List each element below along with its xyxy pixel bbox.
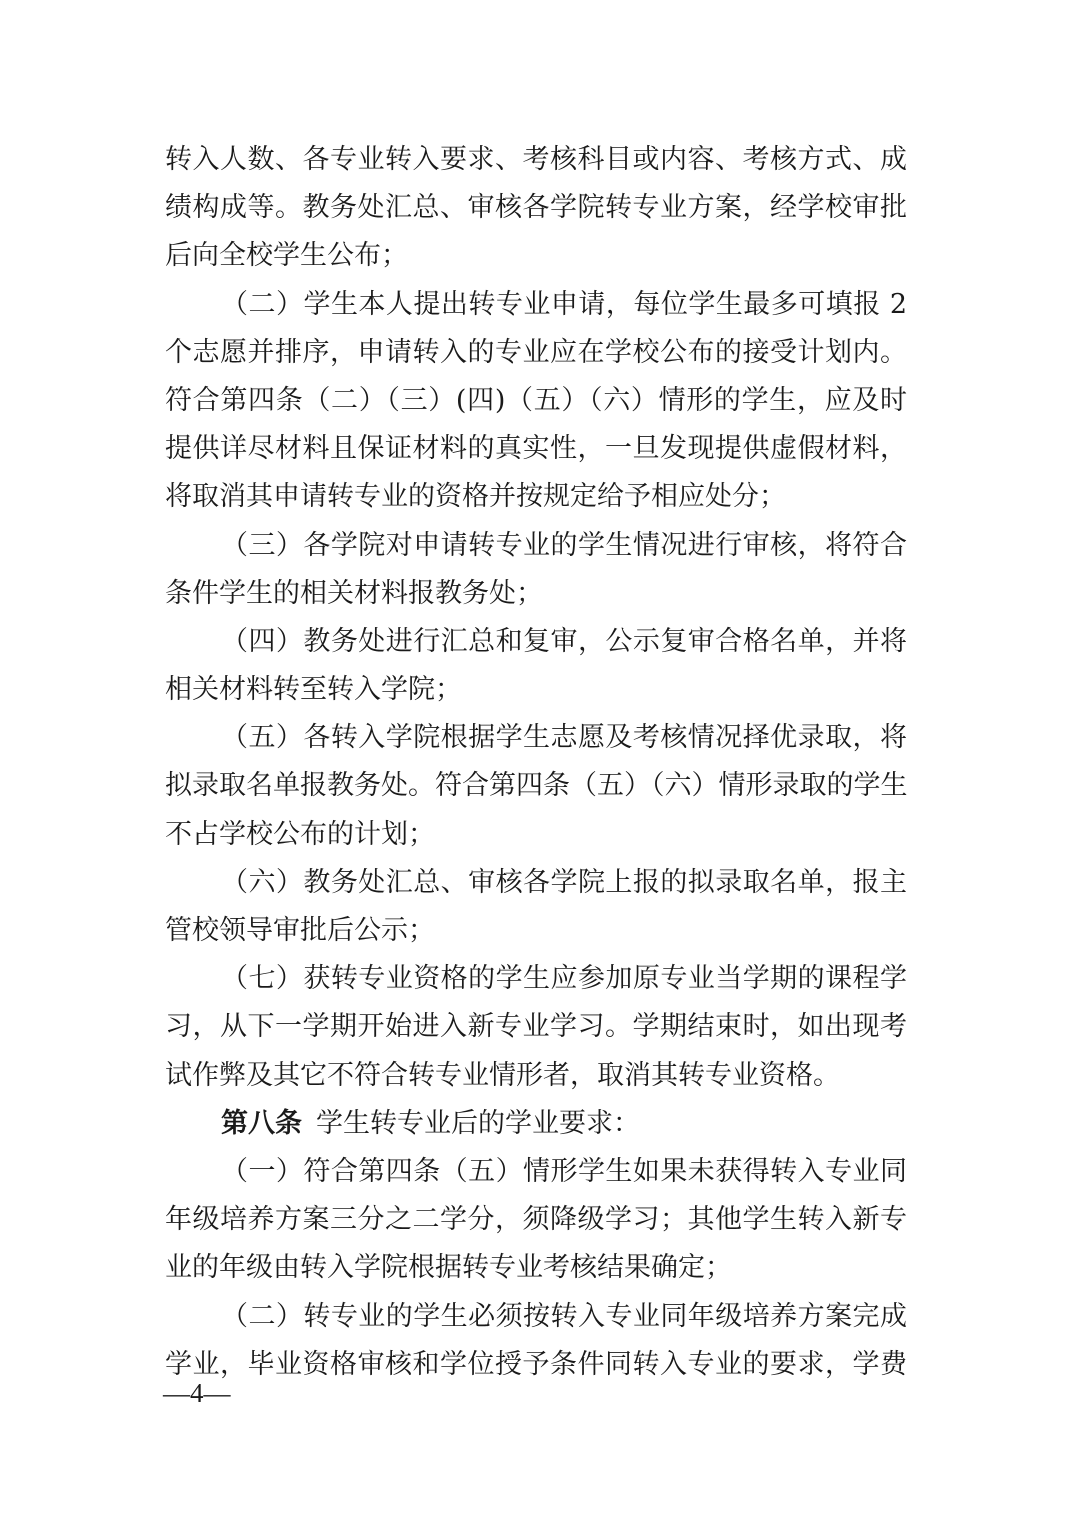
line-text: 管校领导审批后公示；: [165, 915, 435, 946]
line-text: 个志愿并排序，申请转入的专业应在学校公布的接受计划内。: [165, 336, 907, 368]
line-text: 学业，毕业资格审核和学位授予条件同转入专业的要求，学费: [165, 1348, 907, 1380]
line-text: 学生转专业后的学业要求：: [316, 1107, 640, 1139]
article-line: [165, 1100, 907, 1148]
text-line: [165, 955, 907, 1003]
line-text: 转入人数、各专业转入要求、考核科目或内容、考核方式、成: [165, 144, 907, 175]
text-line: [165, 907, 907, 955]
text-line: [165, 1244, 907, 1292]
text-line: [165, 522, 907, 570]
page-number: —4—: [163, 1378, 231, 1408]
line-text: 符合第四条（二）（三）(四)（五）（六）情形的学生，应及时: [165, 384, 907, 416]
text-line: [165, 473, 907, 521]
line-text: （六）教务处汇总、审核各学院上报的拟录取名单，报主: [221, 866, 907, 898]
text-line: [165, 618, 907, 666]
article-heading: 第八条: [221, 1107, 302, 1139]
text-line: [165, 1052, 907, 1100]
line-text: （二）学生本人提出转专业申请，每位学生最多可填报 2: [221, 288, 907, 320]
document-body: [165, 136, 907, 1389]
text-line: [165, 329, 907, 377]
text-line: [165, 1341, 907, 1389]
line-text: （五）各转入学院根据学生志愿及考核情况择优录取，将: [221, 722, 907, 754]
line-text: 后向全校学生公布；: [165, 240, 408, 272]
text-line: [165, 811, 907, 859]
line-text: 绩构成等。教务处汇总、审核各学院转专业方案，经学校审批: [165, 192, 907, 224]
text-line: [165, 1293, 907, 1341]
text-line: [165, 232, 907, 280]
text-line: [165, 570, 907, 618]
line-text: 拟录取名单报教务处。符合第四条（五）（六）情形录取的学生: [165, 770, 907, 802]
text-line: [165, 1003, 907, 1051]
text-line: [165, 666, 907, 714]
text-line: [165, 377, 907, 425]
line-text: （四）教务处进行汇总和复审，公示复审合格名单，并将: [221, 625, 907, 657]
line-text: 试作弊及其它不符合转专业情形者，取消其转专业资格。: [165, 1059, 840, 1091]
line-text: 相关材料转至转入学院；: [165, 674, 462, 706]
text-line: [165, 184, 907, 232]
line-text: （七）获转专业资格的学生应参加原专业当学期的课程学: [221, 963, 907, 995]
line-text: 不占学校公布的计划；: [165, 818, 435, 850]
text-line: [165, 1196, 907, 1244]
text-line: [165, 859, 907, 907]
text-line: [165, 762, 907, 810]
line-text: 习，从下一学期开始进入新专业学习。学期结束时，如出现考: [165, 1011, 907, 1043]
line-text: 条件学生的相关材料报教务处；: [165, 577, 543, 609]
line-text: 提供详尽材料且保证材料的真实性，一旦发现提供虚假材料，: [165, 433, 907, 465]
line-text: 业的年级由转入学院根据转专业考核结果确定；: [165, 1252, 732, 1284]
line-text: （三）各学院对申请转专业的学生情况进行审核，将符合: [221, 529, 907, 561]
text-line: [165, 425, 907, 473]
line-text: 年级培养方案三分之二学分，须降级学习；其他学生转入新专: [165, 1204, 907, 1236]
text-line: [165, 136, 907, 184]
text-line: [165, 1148, 907, 1196]
line-text: （一）符合第四条（五）情形学生如果未获得转入专业同: [221, 1155, 907, 1187]
text-line: [165, 714, 907, 762]
text-line: [165, 281, 907, 329]
line-text: 将取消其申请转专业的资格并按规定给予相应处分；: [165, 481, 786, 513]
line-text: （二）转专业的学生必须按转入专业同年级培养方案完成: [221, 1300, 907, 1332]
